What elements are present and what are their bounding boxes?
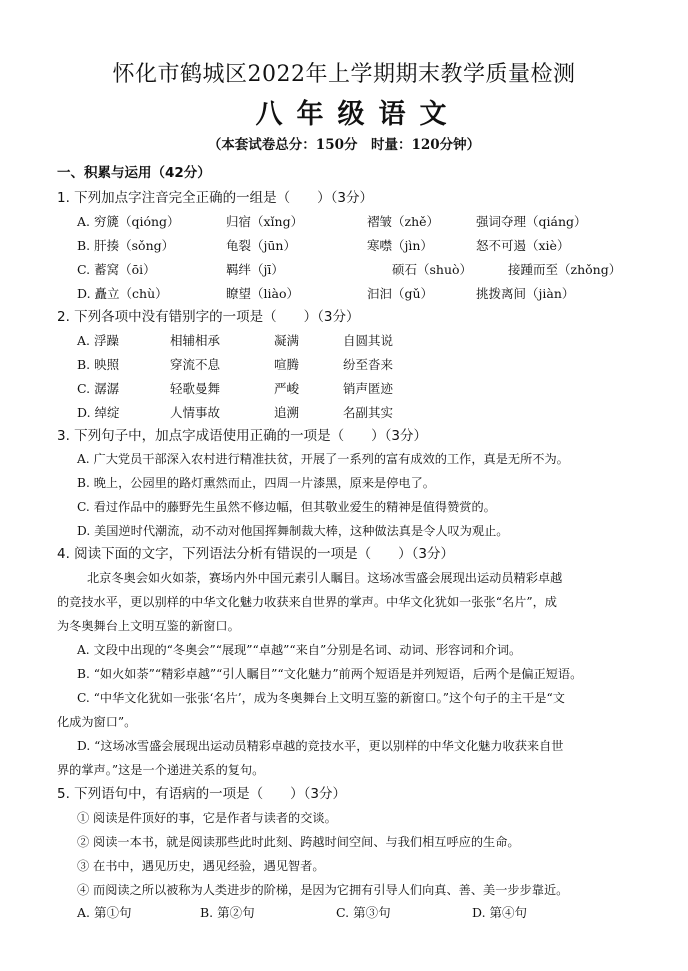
question-3-stem: 3. 下列句子中，加点字成语使用正确的一项是（ ）（3分） xyxy=(57,428,428,444)
q2-option-c-2: 轻歌曼舞 xyxy=(170,381,221,396)
q2-option-d-4: 名副其实 xyxy=(343,405,394,420)
question-5-stem: 5. 下列语句中，有语病的一项是（ ）（3分） xyxy=(57,786,347,802)
q5-sentence-1: ① 阅读是件顶好的事，它是作者与读者的交谈。 xyxy=(77,811,337,825)
q2-option-d-3: 追溯 xyxy=(274,405,300,420)
q5-sentence-2: ② 阅读一本书，就是阅读那些此时此刻、跨越时间空间、与我们相互呼应的生命。 xyxy=(77,835,520,849)
q3-option-a: A. 广大党员干部深入农村进行精准扶贫，开展了一系列的富有成效的工作，真是无所不为。 xyxy=(77,452,569,466)
q4-passage-line-1: 北京冬奥会如火如荼，赛场内外中国元素引人瞩目。这场冰雪盛会展现出运动员精彩卓越 xyxy=(87,571,563,585)
q1-option-a-4: 强词夺理（qiáng） xyxy=(476,214,587,229)
q5-sentence-4: ④ 而阅读之所以被称为人类进步的阶梯，是因为它拥有引导人们向真、善、美一步步靠近。 xyxy=(77,883,569,897)
q4-option-d-line-1: D. “这场冰雪盛会展现出运动员精彩卓越的竞技水平，更以别样的中华文化魅力收获来自世 xyxy=(77,739,564,753)
q3-option-d: D. 美国逆时代潮流，动不动对他国挥舞制裁大棒，这种做法真是令人叹为观止。 xyxy=(77,524,509,538)
q1-option-d-3: 汩汩（gǔ） xyxy=(367,286,434,301)
q1-option-b-4: 怒不可遏（xiè） xyxy=(476,238,570,253)
exam-title: 怀化市鹤城区2022年上学期期末教学质量检测 xyxy=(112,62,576,87)
q2-option-b-4: 纷至沓来 xyxy=(343,357,394,372)
q2-option-b-1: B. 映照 xyxy=(77,357,120,372)
q1-option-c-1: C. 蓄窝（ōi） xyxy=(77,262,156,277)
q4-passage-line-3: 为冬奥舞台上文明互鉴的新窗口。 xyxy=(57,619,240,633)
q3-option-c: C. 看过作品中的藤野先生虽然不修边幅，但其敬业爱生的精神是值得赞赏的。 xyxy=(77,500,496,514)
q1-option-c-2: 羁绊（jī） xyxy=(226,262,284,277)
q5-option-b: B. 第②句 xyxy=(200,905,255,920)
q4-passage-line-2: 的竞技水平，更以别样的中华文化魅力收获来自世界的掌声。中华文化犹如一张张“名片”，成 xyxy=(57,595,557,609)
q2-option-a-4: 自圆其说 xyxy=(343,333,394,348)
q1-option-b-3: 寒噤（jìn） xyxy=(367,238,433,253)
q2-option-c-3: 严峻 xyxy=(274,381,300,396)
exam-note: （本套试卷总分：150分 时量：120分钟） xyxy=(207,137,481,153)
q2-option-d-1: D. 绰绽 xyxy=(77,405,120,420)
question-2-stem: 2. 下列各项中没有错别字的一项是（ ）（3分） xyxy=(57,309,360,325)
q1-option-d-1: D. 矗立（chù） xyxy=(77,286,168,301)
q2-option-a-1: A. 浮躁 xyxy=(77,333,119,348)
q5-option-a: A. 第①句 xyxy=(77,905,132,920)
q2-option-a-3: 凝满 xyxy=(274,333,300,348)
q1-option-b-2: 龟裂（jūn） xyxy=(226,238,296,253)
q2-option-d-2: 人情事故 xyxy=(170,405,221,420)
section-heading: 一、积累与运用（42分） xyxy=(57,165,211,181)
q2-option-c-4: 销声匿迹 xyxy=(343,381,394,396)
q1-option-a-2: 归宿（xǐng） xyxy=(226,214,304,229)
q1-option-a-3: 褶皱（zhě） xyxy=(367,214,440,229)
q4-option-c-line-2: 化成为窗口”。 xyxy=(57,715,137,729)
q1-option-d-4: 挑拨离间（jiàn） xyxy=(476,286,575,301)
q3-option-b: B. 晚上，公园里的路灯熏然而止，四周一片漆黑，原来是停电了。 xyxy=(77,476,435,490)
q1-option-c-3: 硕石（shuò） xyxy=(392,262,473,277)
q2-option-b-2: 穿流不息 xyxy=(170,357,221,372)
q1-option-a-1: A. 穷篪（qióng） xyxy=(77,214,180,229)
q5-sentence-3: ③ 在书中，遇见历史，遇见经验，遇见智者。 xyxy=(77,859,325,873)
question-1-stem: 1. 下列加点字注音完全正确的一组是（ ）（3分） xyxy=(57,190,374,206)
q4-option-a: A. 文段中出现的“冬奥会”“展现”“卓越”“来自”分别是名词、动词、形容词和介词。 xyxy=(77,643,522,657)
q2-option-b-3: 喧腾 xyxy=(274,357,300,372)
q4-option-c-line-1: C. “中华文化犹如一张张‘名片’，成为冬奥舞台上文明互鉴的新窗口。”这个句子的主干是“文 xyxy=(77,691,565,705)
q2-option-c-1: C. 潺潺 xyxy=(77,381,120,396)
q2-option-a-2: 相辅相承 xyxy=(170,333,221,348)
q4-option-d-line-2: 界的掌声。”这是一个递进关系的复句。 xyxy=(57,763,265,777)
q5-option-d: D. 第④句 xyxy=(472,905,528,920)
q5-option-c: C. 第③句 xyxy=(336,905,391,920)
subject-title: 八年级语文 xyxy=(255,99,461,130)
q4-option-b: B. “如火如荼”“精彩卓越”“引人瞩目”“文化魅力”前两个短语是并列短语，后两个是偏正短语。 xyxy=(77,667,583,681)
q1-option-b-1: B. 肝揍（sǒng） xyxy=(77,238,175,253)
question-4-stem: 4. 阅读下面的文字，下列语法分析有错误的一项是（ ）（3分） xyxy=(57,546,455,562)
q1-option-d-2: 瞭望（liào） xyxy=(226,286,299,301)
q1-option-c-4: 接踵而至（zhǒng） xyxy=(508,262,622,277)
